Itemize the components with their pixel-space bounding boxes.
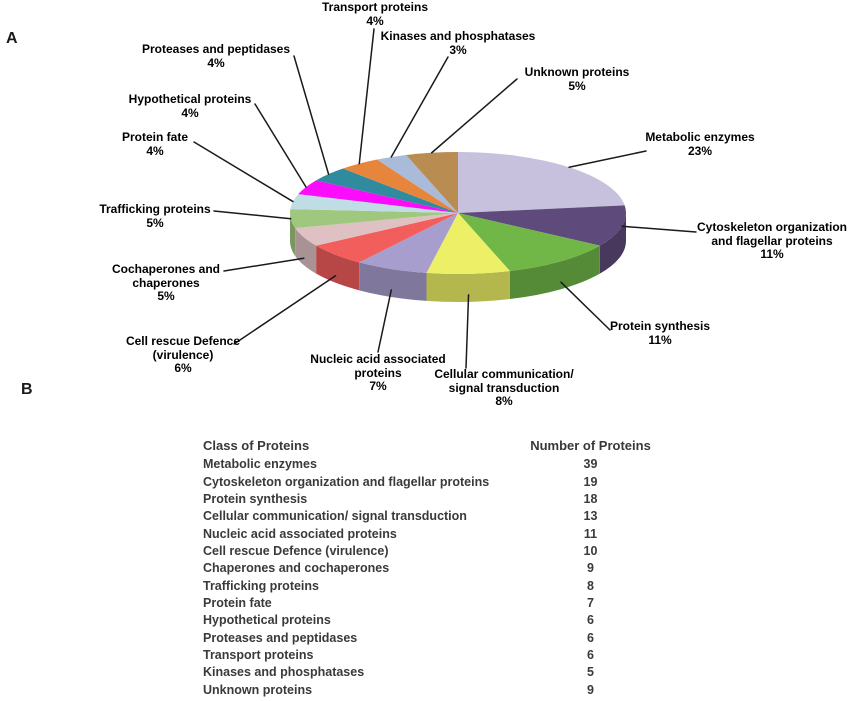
table-row <box>203 647 658 664</box>
table-row <box>203 595 658 612</box>
table-row <box>203 612 658 629</box>
table-header-row <box>203 438 658 456</box>
pie-callout-line: and flagellar proteins <box>711 233 833 248</box>
pie-callout-line: (virulence) <box>152 347 214 362</box>
table-row <box>203 508 658 525</box>
cell-protein-class: Protein fate <box>203 595 272 610</box>
table-row <box>203 491 658 508</box>
cell-protein-class: Cellular communication/ signal transduction <box>203 509 467 524</box>
cell-protein-count: 6 <box>587 647 594 662</box>
pie-callout-line: 23% <box>687 143 713 158</box>
pie-callout-line: Cell rescue Defence <box>125 334 241 348</box>
pie-callout-line: Unknown proteins <box>524 65 630 79</box>
table-row <box>203 456 658 473</box>
pie-callout-trafficking-proteins <box>63 203 247 230</box>
pie-callout-line: 7% <box>369 379 387 393</box>
cell-protein-class: Proteases and peptidases <box>203 630 358 645</box>
pie-callout-line: Metabolic enzymes <box>645 130 755 144</box>
pie-callout-line: proteins <box>354 365 402 380</box>
cell-protein-count: 6 <box>587 630 594 645</box>
table-row <box>203 681 658 698</box>
table-header-class-of-proteins: Class of Proteins <box>203 438 310 453</box>
cell-protein-class: Cell rescue Defence (virulence) <box>203 543 389 558</box>
pie-callout-line: Cytoskeleton organization <box>696 220 848 234</box>
cell-protein-class: Nucleic acid associated proteins <box>203 526 397 541</box>
pie-callout-line: Protein fate <box>121 130 188 144</box>
cell-protein-count: 7 <box>587 595 594 610</box>
pie-callout-cell-rescue-defence <box>91 335 275 376</box>
cell-protein-class: Cytoskeleton organization and flagellar proteins <box>203 474 490 489</box>
pie-callout-cytoskeleton-organization <box>680 221 850 262</box>
cell-protein-count: 19 <box>583 474 598 489</box>
pie-callout-line: 8% <box>495 394 513 408</box>
cell-protein-count: 11 <box>583 526 598 541</box>
table-body <box>203 456 658 699</box>
pie-callout-line: 4% <box>146 143 164 158</box>
table-header-number-of-proteins: Number of Proteins <box>530 438 651 453</box>
pie-callout-transport-proteins <box>283 1 467 28</box>
pie-callout-line: Transport proteins <box>321 0 428 14</box>
pie-callout-nucleic-acid-associated <box>286 353 470 394</box>
cell-protein-count: 5 <box>587 665 594 680</box>
table-row <box>203 577 658 594</box>
pie-callout-line: 5% <box>568 78 586 93</box>
cell-protein-class: Chaperones and cochaperones <box>203 561 390 576</box>
panel-a-label: A <box>6 30 18 47</box>
cell-protein-count: 8 <box>587 578 594 593</box>
table-row <box>203 560 658 577</box>
pie-callout-line: 5% <box>157 289 175 303</box>
cell-protein-count: 9 <box>587 561 594 576</box>
pie-callout-line: Trafficking proteins <box>99 202 211 216</box>
pie-callout-unknown-proteins <box>485 66 669 93</box>
pie-callout-protein-fate <box>63 131 247 158</box>
pie-callout-line: Kinases and phosphatases <box>380 29 536 43</box>
pie-callout-line: 6% <box>174 361 192 375</box>
pie-callout-line: Cochaperones and <box>111 262 221 276</box>
pie-callout-line: 11% <box>760 247 784 261</box>
table-row <box>203 664 658 681</box>
cell-protein-class: Hypothetical proteins <box>203 613 331 628</box>
cell-protein-class: Trafficking proteins <box>203 578 319 593</box>
cell-protein-count: 6 <box>587 613 594 628</box>
pie-callout-line: 4% <box>366 13 384 28</box>
table-row <box>203 629 658 646</box>
cell-protein-class: Transport proteins <box>203 647 314 662</box>
pie-callout-cochaperones-and <box>74 263 258 304</box>
pie-callout-line: Nucleic acid associated <box>310 352 446 366</box>
pie-callout-line: chaperones <box>132 275 200 290</box>
cell-protein-class: Protein synthesis <box>203 491 308 506</box>
table-row <box>203 543 658 560</box>
pie-callout-line: 4% <box>207 55 225 70</box>
cell-protein-class: Metabolic enzymes <box>203 457 317 472</box>
pie-callout-line: 11% <box>648 332 672 347</box>
pie-callout-line: Protein synthesis <box>609 319 711 333</box>
pie-callout-line: Hypothetical proteins <box>128 92 252 106</box>
table-row <box>203 525 658 542</box>
pie-callout-line: 3% <box>449 42 467 57</box>
table-row <box>203 473 658 490</box>
pie-callout-protein-synthesis <box>568 320 752 347</box>
panel-b-label: B <box>21 381 33 398</box>
cell-protein-count: 9 <box>587 682 594 697</box>
pie-callout-metabolic-enzymes <box>608 131 792 158</box>
cell-protein-count: 18 <box>583 491 598 506</box>
pie-callout-line: Cellular communication/ <box>434 367 574 381</box>
cell-protein-count: 10 <box>583 543 598 558</box>
cell-protein-count: 13 <box>583 509 598 524</box>
cell-protein-count: 39 <box>583 457 598 472</box>
pie-callout-hypothetical-proteins <box>98 93 282 120</box>
protein-count-table <box>203 438 658 699</box>
pie-callout-line: 5% <box>146 215 164 230</box>
pie-callout-line: 4% <box>181 105 199 120</box>
pie-callout-line: signal transduction <box>448 380 560 395</box>
pie-callout-proteases-and-peptidases <box>124 43 308 70</box>
pie-callout-kinases-and-phosphatases <box>366 30 550 57</box>
cell-protein-class: Unknown proteins <box>203 682 313 697</box>
pie-callout-line: Proteases and peptidases <box>141 42 291 56</box>
cell-protein-class: Kinases and phosphatases <box>203 665 365 680</box>
